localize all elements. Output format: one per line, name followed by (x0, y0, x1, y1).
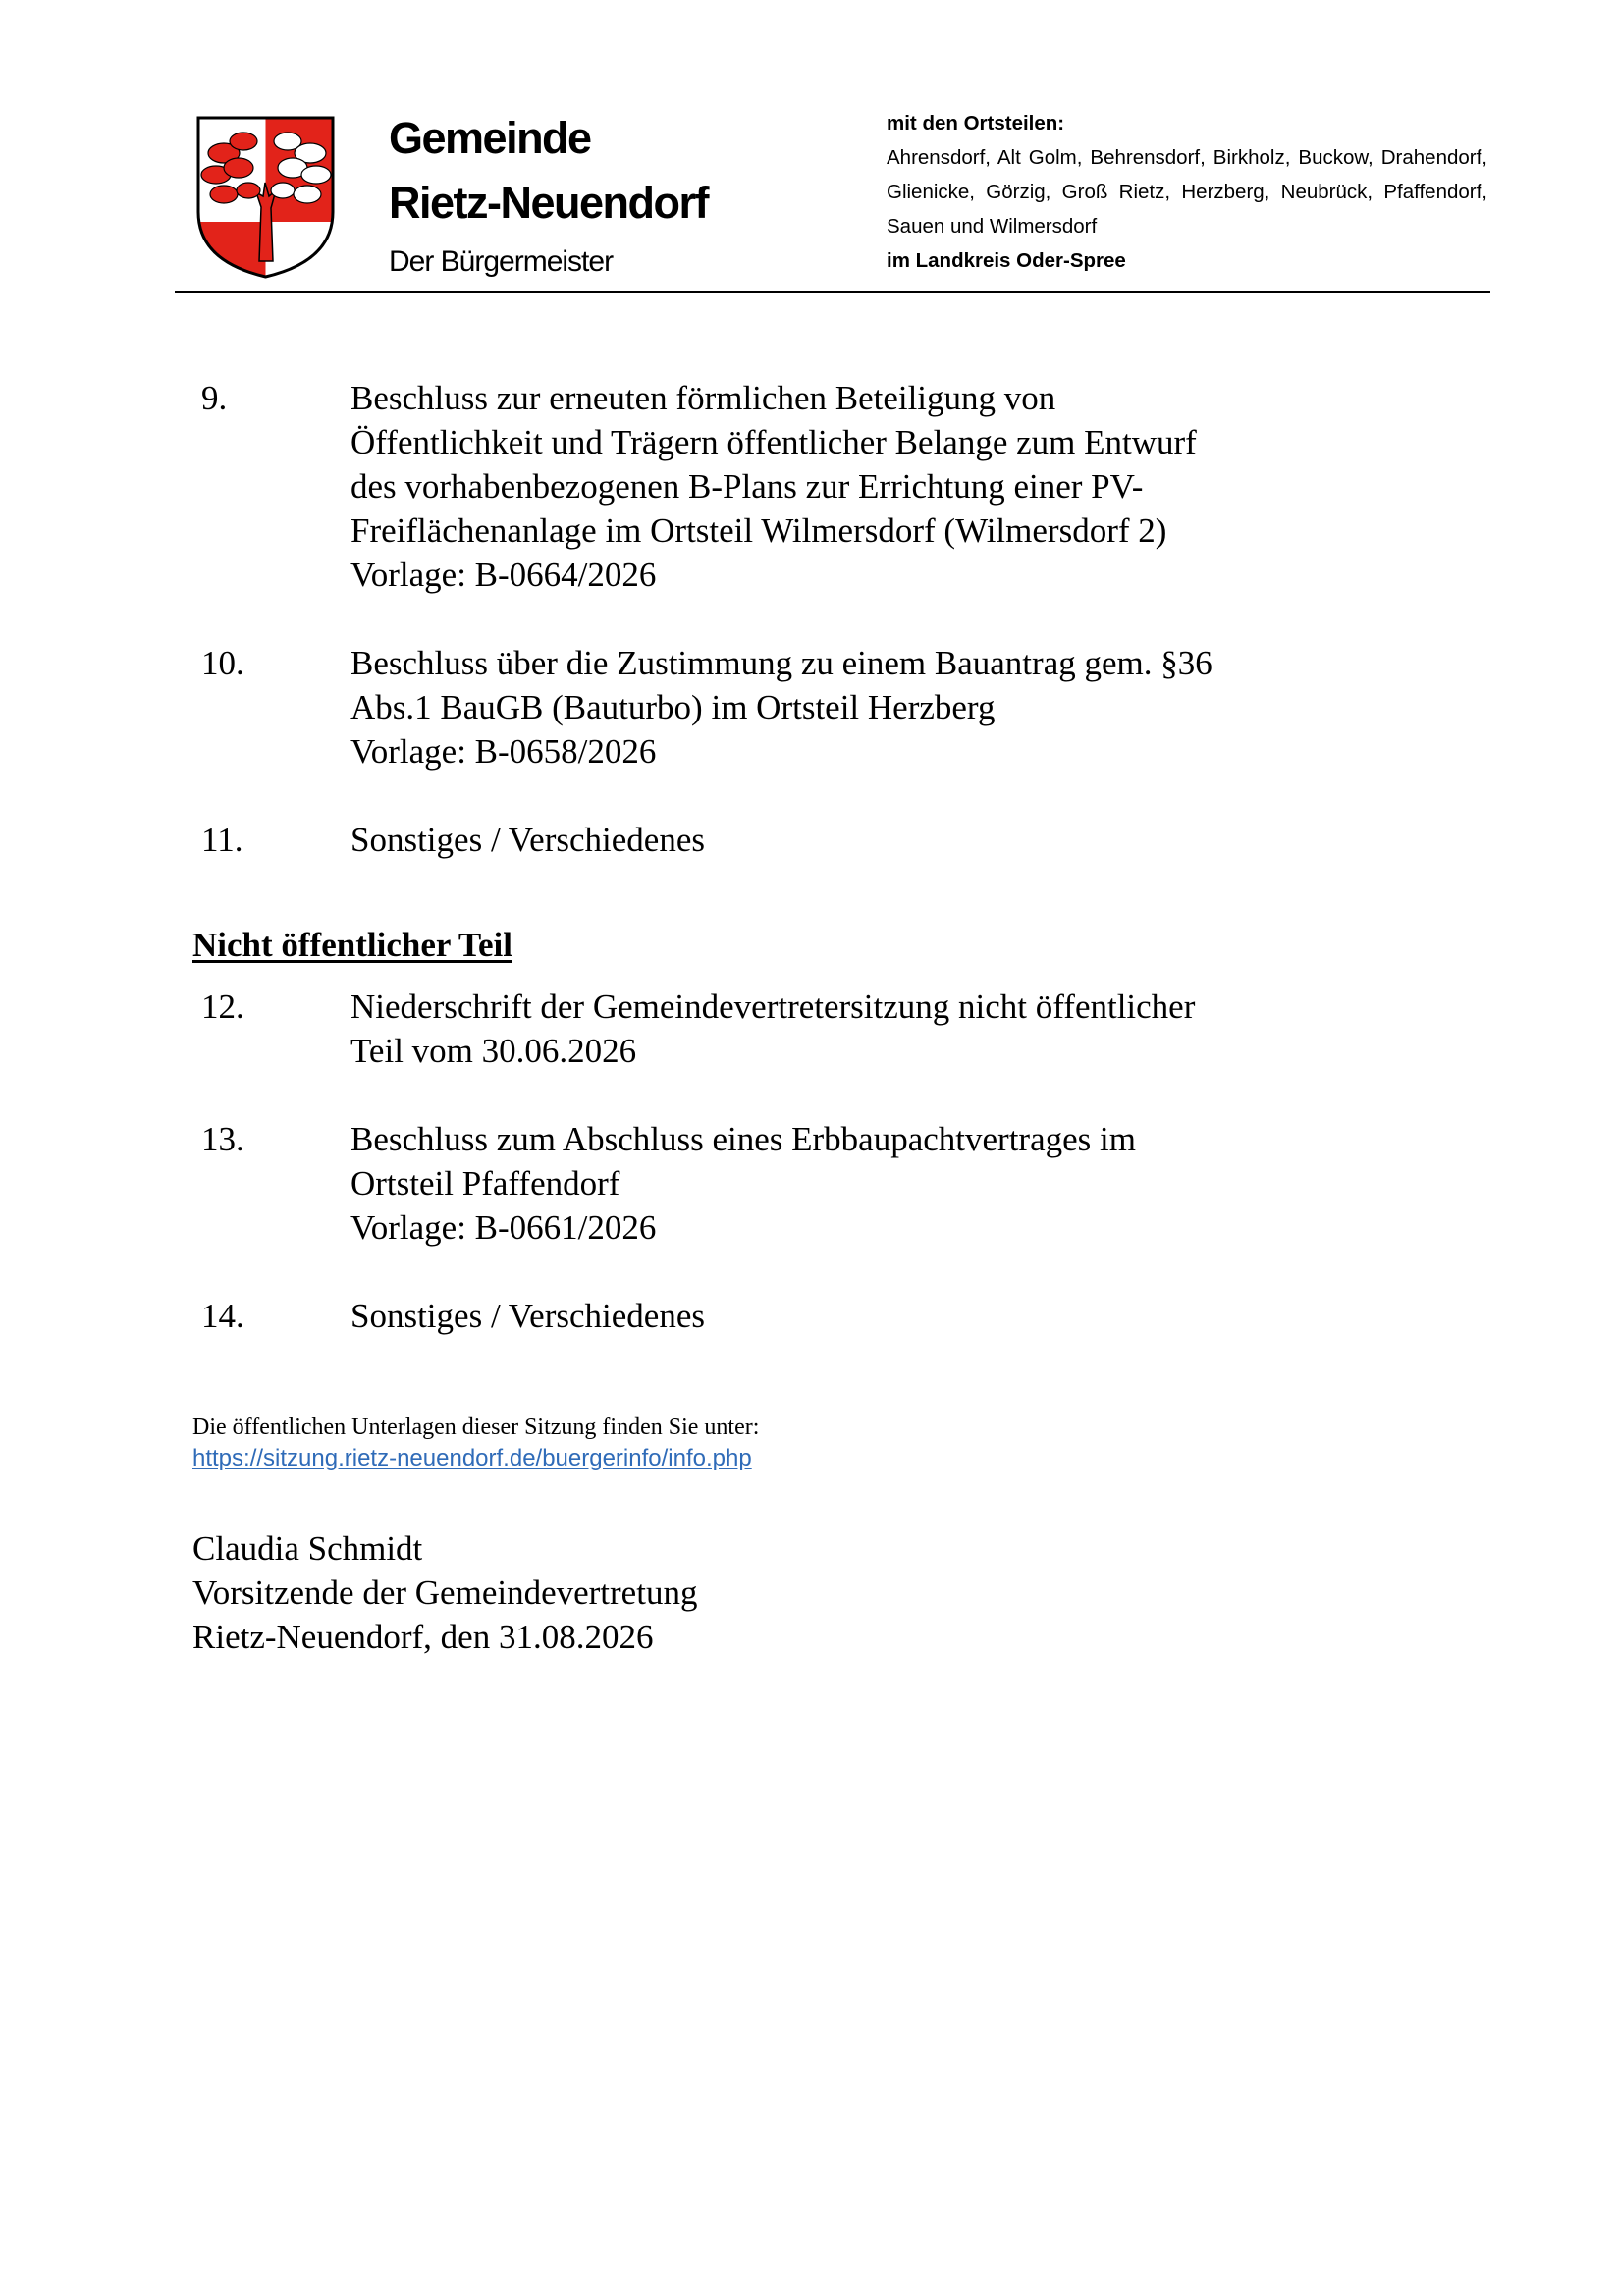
agenda-item (201, 641, 1379, 774)
agenda-item-line: Niederschrift der Gemeindevertretersitzung nicht öffentlicher (350, 988, 1196, 1026)
signatory-role: Vorsitzende der Gemeindevertretung (192, 1574, 698, 1612)
agenda-item-line: Teil vom 30.06.2026 (350, 1032, 637, 1070)
districts-block (887, 106, 1487, 278)
agenda-item (201, 1117, 1379, 1250)
org-line-2: Rietz-Neuendorf (389, 178, 708, 228)
letterhead (175, 106, 1490, 293)
agenda-item-number: 10. (201, 644, 244, 682)
agenda-item-line: Öffentlichkeit und Trägern öffentlicher Belange zum Entwurf (350, 423, 1197, 461)
section-heading-nonpublic: Nicht öffentlicher Teil (192, 926, 512, 964)
agenda-item-number: 14. (201, 1297, 244, 1335)
org-subtitle: Der Bürgermeister (389, 245, 614, 278)
agenda-item-number: 13. (201, 1120, 244, 1158)
agenda-item-text (350, 1117, 1332, 1250)
agenda-item-number: 9. (201, 379, 228, 417)
coat-of-arms-icon (194, 114, 337, 281)
agenda-item-number: 12. (201, 988, 244, 1026)
agenda-item (201, 818, 1379, 862)
agenda-item-line: Vorlage: B-0664/2026 (350, 556, 657, 594)
documents-note (192, 1412, 759, 1474)
districts-label: mit den Ortsteilen: (887, 112, 1065, 134)
signature-block (192, 1526, 697, 1659)
agenda-item (201, 985, 1379, 1073)
agenda-item-line: Sonstiges / Verschiedenes (350, 1297, 705, 1335)
agenda-item-line: Beschluss über die Zustimmung zu einem Bauantrag gem. §36 (350, 644, 1212, 682)
agenda-item-line: Freiflächenanlage im Ortsteil Wilmersdorf (Wilmersdorf 2) (350, 511, 1167, 550)
documents-note-text: Die öffentlichen Unterlagen dieser Sitzung finden Sie unter: (192, 1415, 760, 1440)
districts-list: Ahrensdorf, Alt Golm, Behrensdorf, Birkholz, Buckow, Drahendorf, Glienicke, Görzig, Groß Rietz, Herzberg, Neubrück, Pfaffendorf, Sauen und Wilmersdorf (887, 146, 1487, 238)
agenda-item-line: Ortsteil Pfaffendorf (350, 1164, 620, 1202)
agenda-public-list (201, 376, 1379, 906)
signatory-name: Claudia Schmidt (192, 1529, 423, 1568)
agenda-item-line: Sonstiges / Verschiedenes (350, 821, 705, 859)
org-line-1: Gemeinde (389, 113, 591, 163)
place-date: Rietz-Neuendorf, den 31.08.2026 (192, 1618, 654, 1656)
agenda-item-line: Beschluss zum Abschluss eines Erbbaupachtvertrages im (350, 1120, 1136, 1158)
agenda-item (201, 1294, 1379, 1338)
agenda-item-text (350, 985, 1332, 1073)
agenda-item-text (350, 818, 1332, 862)
agenda-item-line: des vorhabenbezogenen B-Plans zur Errichtung einer PV- (350, 467, 1144, 506)
agenda-item-text (350, 1294, 1332, 1338)
agenda-item (201, 376, 1379, 597)
agenda-nonpublic-list (201, 985, 1379, 1382)
agenda-item-text (350, 376, 1332, 597)
agenda-item-line: Vorlage: B-0661/2026 (350, 1208, 657, 1247)
organization-name (389, 106, 708, 236)
header-divider (175, 291, 1490, 293)
agenda-item-line: Vorlage: B-0658/2026 (350, 732, 657, 771)
agenda-item-text (350, 641, 1332, 774)
county-label: im Landkreis Oder-Spree (887, 249, 1126, 272)
agenda-item-line: Beschluss zur erneuten förmlichen Beteiligung von (350, 379, 1056, 417)
agenda-item-line: Abs.1 BauGB (Bauturbo) im Ortsteil Herzberg (350, 688, 996, 726)
agenda-item-number: 11. (201, 821, 243, 859)
documents-link[interactable]: https://sitzung.rietz-neuendorf.de/buergerinfo/info.php (192, 1445, 752, 1471)
